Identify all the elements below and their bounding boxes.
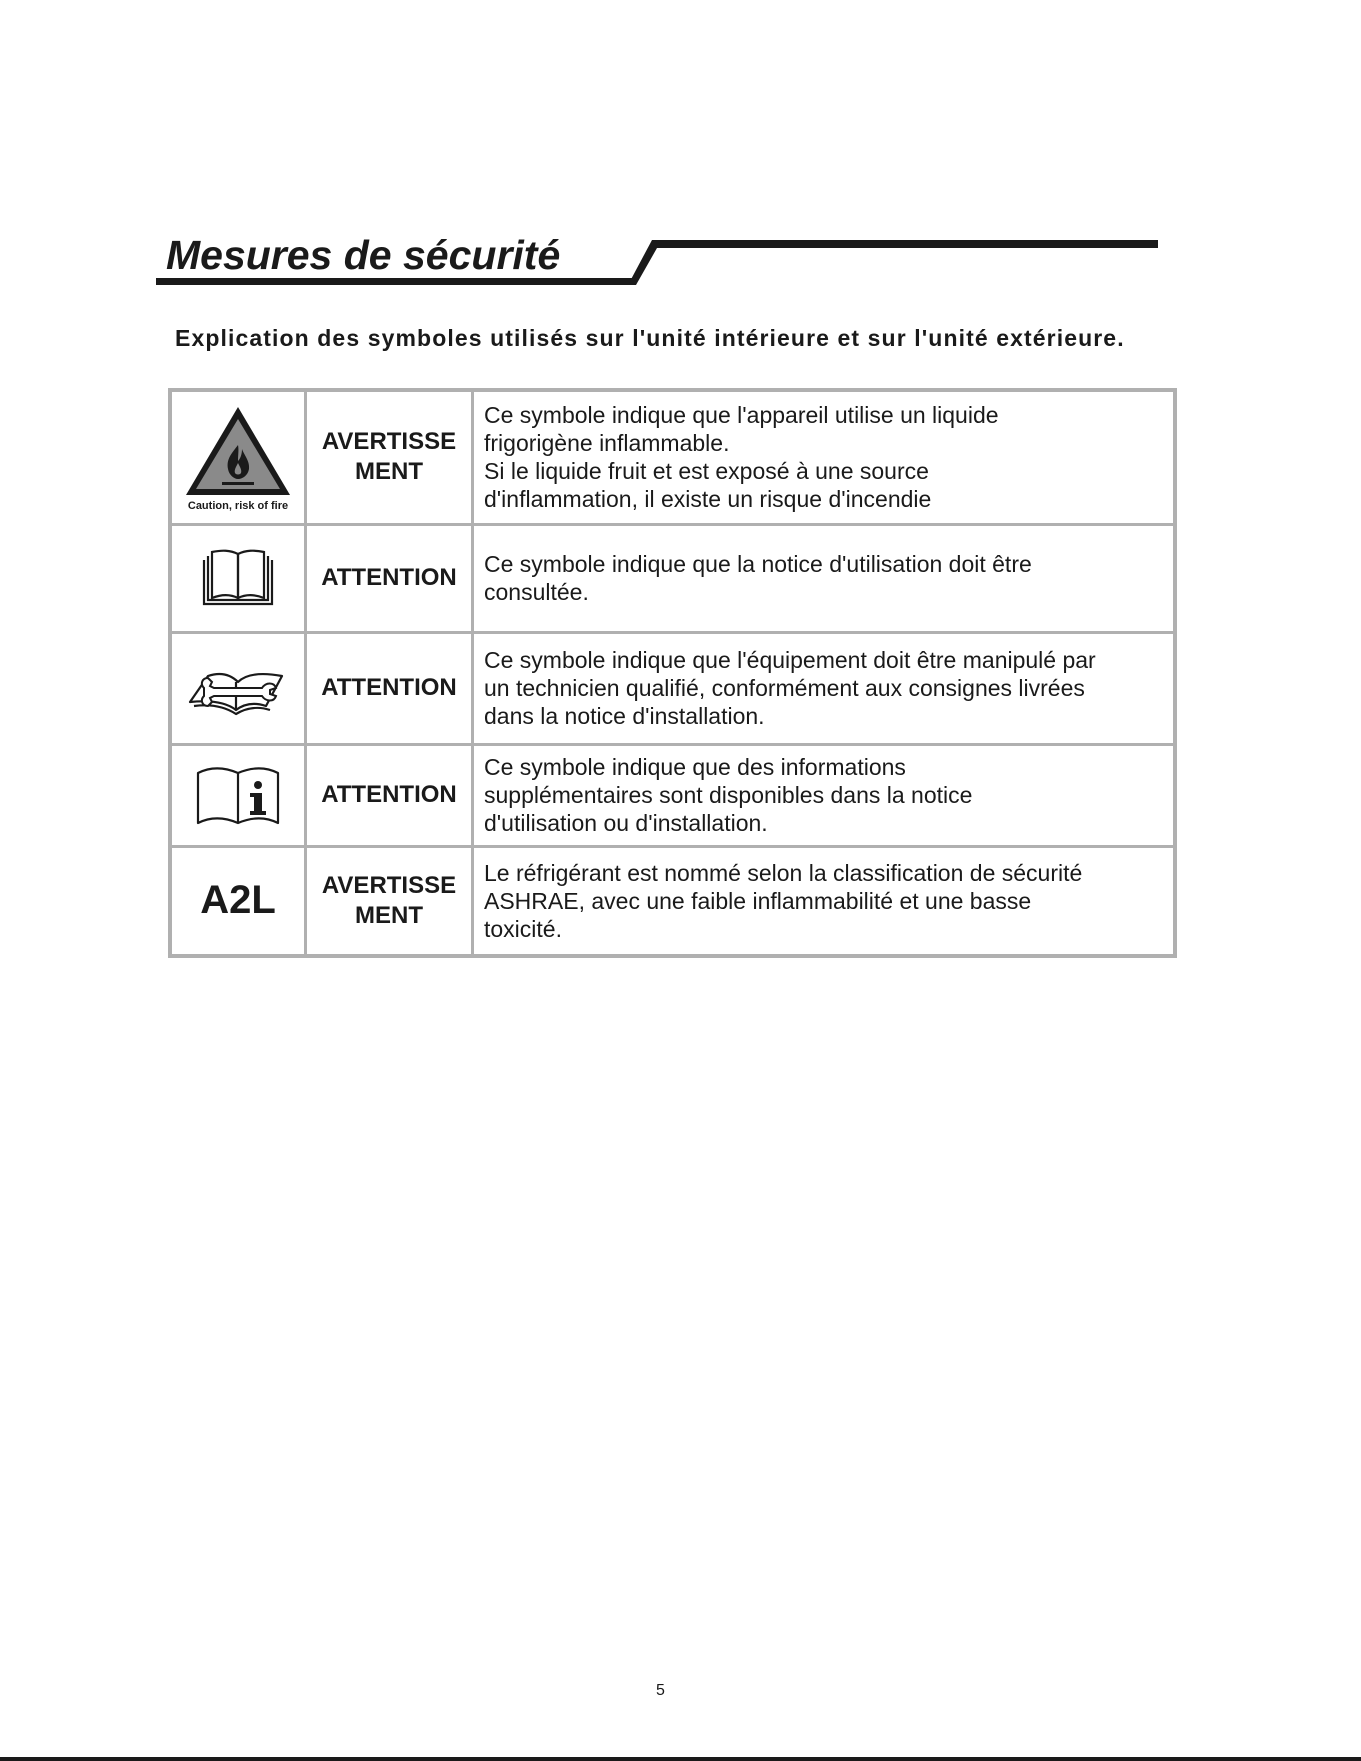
- signal-word: AVERTISSE: [321, 428, 457, 456]
- table-row: [170, 524, 1175, 632]
- description-line: un technicien qualifié, conformément aux consignes livrées: [484, 675, 1085, 701]
- description-line: Si le liquide fruit et est exposé à une source: [484, 458, 929, 485]
- table-row: [170, 632, 1175, 744]
- symbol-cell: [170, 846, 306, 956]
- description-cell: [473, 632, 1176, 744]
- signal-word-cell: [306, 632, 473, 744]
- signal-word: MENT: [355, 901, 423, 929]
- table-row: [170, 846, 1175, 956]
- signal-word: ATTENTION: [321, 674, 457, 701]
- signal-word: ATTENTION: [321, 564, 457, 591]
- symbol-cell: [170, 390, 306, 524]
- signal-word: ATTENTION: [321, 781, 457, 808]
- description-cell: [473, 390, 1176, 524]
- symbols-table: [168, 388, 1177, 958]
- signal-word-cell: [306, 846, 473, 956]
- description-line: Ce symbole indique que l'équipement doit être manipulé par: [484, 647, 1096, 673]
- signal-word: AVERTISSE: [321, 871, 457, 899]
- page-number: 5: [656, 1682, 665, 1699]
- page-title: Mesures de sécurité: [166, 232, 561, 278]
- description-cell: [473, 846, 1176, 956]
- description-line: frigorigène inflammable.: [484, 430, 730, 457]
- operation-manual-icon: [198, 546, 278, 610]
- signal-word: MENT: [355, 458, 423, 486]
- symbol-cell: [170, 744, 306, 846]
- bottom-edge-rule: [0, 1757, 1361, 1761]
- description-cell: [473, 744, 1176, 846]
- symbol-cell: [170, 632, 306, 744]
- icon-caption: Caution, risk of fire: [187, 499, 289, 512]
- description-line: supplémentaires sont disponibles dans la notice: [484, 782, 973, 808]
- description-line: d'inflammation, il existe un risque d'incendie: [484, 486, 932, 513]
- signal-word-cell: [306, 524, 473, 632]
- description-line: toxicité.: [484, 915, 562, 942]
- description-line: ASHRAE, avec une faible inflammabilité et une basse: [484, 887, 1032, 914]
- description-line: Ce symbole indique que des informations: [484, 754, 906, 780]
- table-row: [170, 390, 1175, 524]
- description-line: Le réfrigérant est nommé selon la classification de sécurité: [484, 859, 1083, 886]
- description-line: Ce symbole indique que l'appareil utilise un liquide: [484, 402, 999, 429]
- description-line: Ce symbole indique que la notice d'utilisation doit être: [484, 551, 1032, 577]
- description-cell: [473, 524, 1176, 632]
- description-line: d'utilisation ou d'installation.: [484, 810, 768, 836]
- description-line: consultée.: [484, 579, 589, 605]
- table-row: [170, 744, 1175, 846]
- flammable-warning-triangle-icon: [182, 403, 294, 499]
- symbol-cell: [170, 524, 306, 632]
- description-line: dans la notice d'installation.: [484, 703, 765, 729]
- information-manual-icon: [194, 763, 282, 827]
- a2l-refrigerant-class: A2L: [200, 878, 276, 923]
- page-header: [0, 0, 1361, 300]
- page-subtitle: Explication des symboles utilisés sur l'unité intérieure et sur l'unité extérieure.: [175, 325, 1125, 351]
- signal-word-cell: [306, 744, 473, 846]
- signal-word-cell: [306, 390, 473, 524]
- service-manual-wrench-icon: [186, 660, 290, 716]
